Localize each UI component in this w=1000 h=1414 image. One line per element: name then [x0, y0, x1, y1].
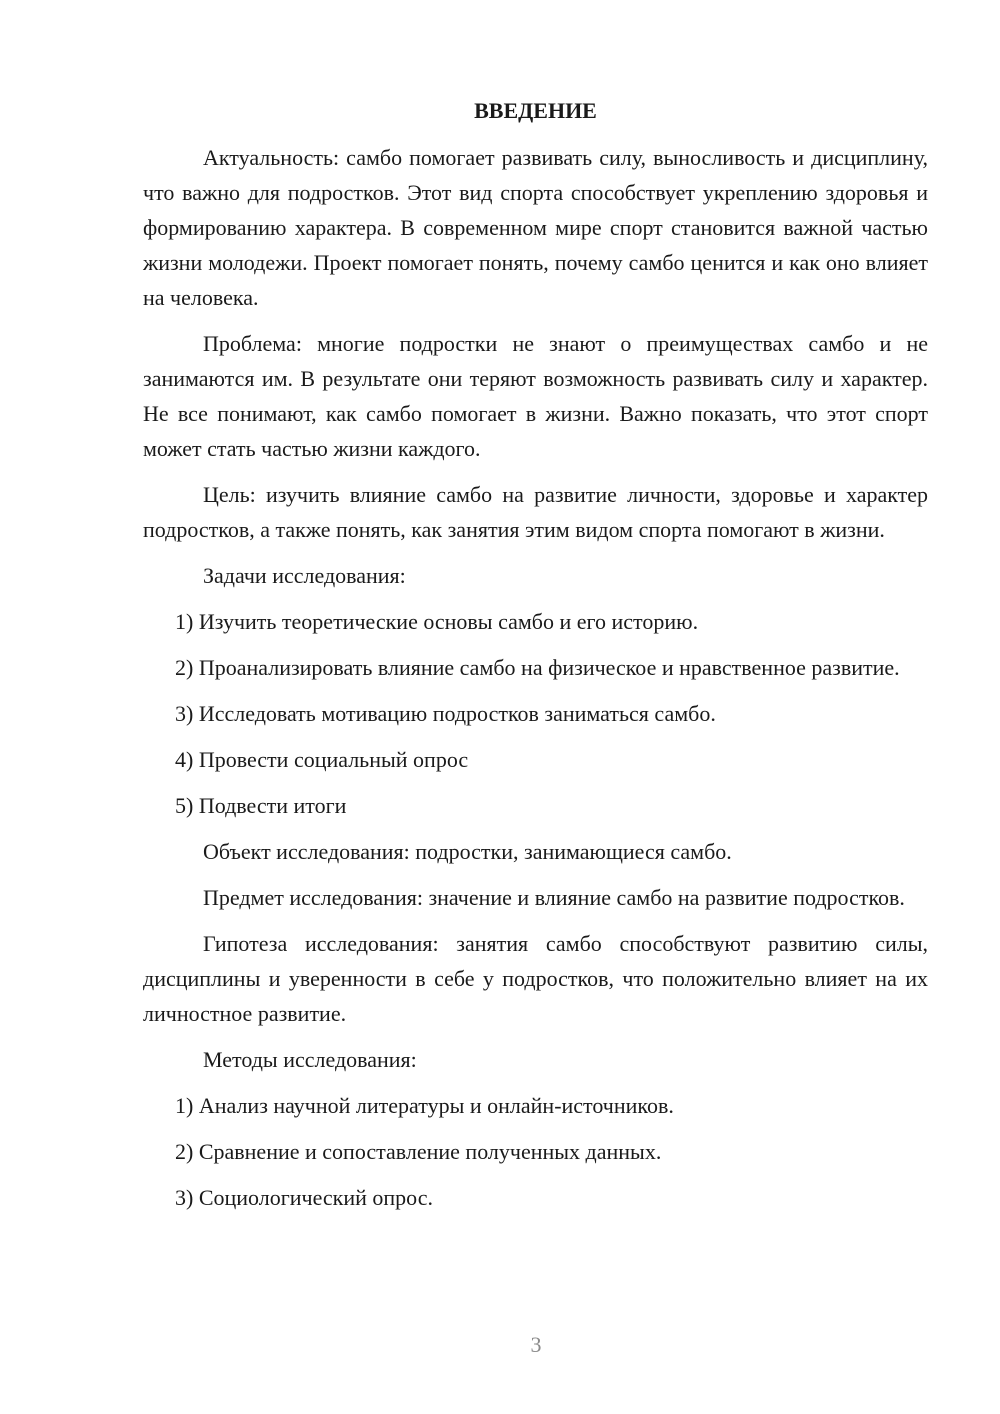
method-item-3: 3) Социологический опрос.: [175, 1185, 433, 1210]
task-item-4: 4) Провести социальный опрос: [175, 747, 469, 772]
paragraph-hypothesis: Гипотеза исследования: занятия самбо способствуют развитию силы, дисциплины и уверенности в себе у подростков, что положительно влияет на их личностное развитие.: [143, 931, 928, 1026]
page-number: 3: [530, 1332, 542, 1357]
task-item-1: 1) Изучить теоретические основы самбо и его историю.: [175, 609, 699, 634]
method-item-2: 2) Сравнение и сопоставление полученных данных.: [175, 1139, 662, 1164]
page-title: ВВЕДЕНИЕ: [474, 98, 597, 123]
method-item-1: 1) Анализ научной литературы и онлайн-источников.: [175, 1093, 674, 1118]
page-content: [143, 93, 928, 1226]
paragraph-goal: Цель: изучить влияние самбо на развитие личности, здоровье и характер подростков, а также понять, как занятия этим видом спорта помогают в жизни.: [143, 482, 928, 542]
paragraph-object: Объект исследования: подростки, занимающиеся самбо.: [203, 839, 732, 864]
task-item-2: 2) Проанализировать влияние самбо на физическое и нравственное развитие.: [175, 655, 900, 680]
methods-heading: Методы исследования:: [203, 1047, 417, 1072]
task-item-5: 5) Подвести итоги: [175, 793, 347, 818]
tasks-heading: Задачи исследования:: [203, 563, 406, 588]
task-item-3: 3) Исследовать мотивацию подростков заниматься самбо.: [175, 701, 716, 726]
paragraph-relevance: Актуальность: самбо помогает развивать силу, выносливость и дисциплину, что важно для подростков. Этот вид спорта способствует укреплению здоровья и формированию характера. В современном мире спорт становится важной частью жизни молодежи. Проект помогает понять, почему самбо ценится и как оно влияет на человека.: [143, 145, 928, 310]
paragraph-subject: Предмет исследования: значение и влияние самбо на развитие подростков.: [203, 885, 905, 910]
paragraph-problem: Проблема: многие подростки не знают о преимуществах самбо и не занимаются им. В результате они теряют возможность развивать силу и характер. Не все понимают, как самбо помогает в жизни. Важно показать, что этот спорт может стать частью жизни каждого.: [143, 331, 928, 461]
